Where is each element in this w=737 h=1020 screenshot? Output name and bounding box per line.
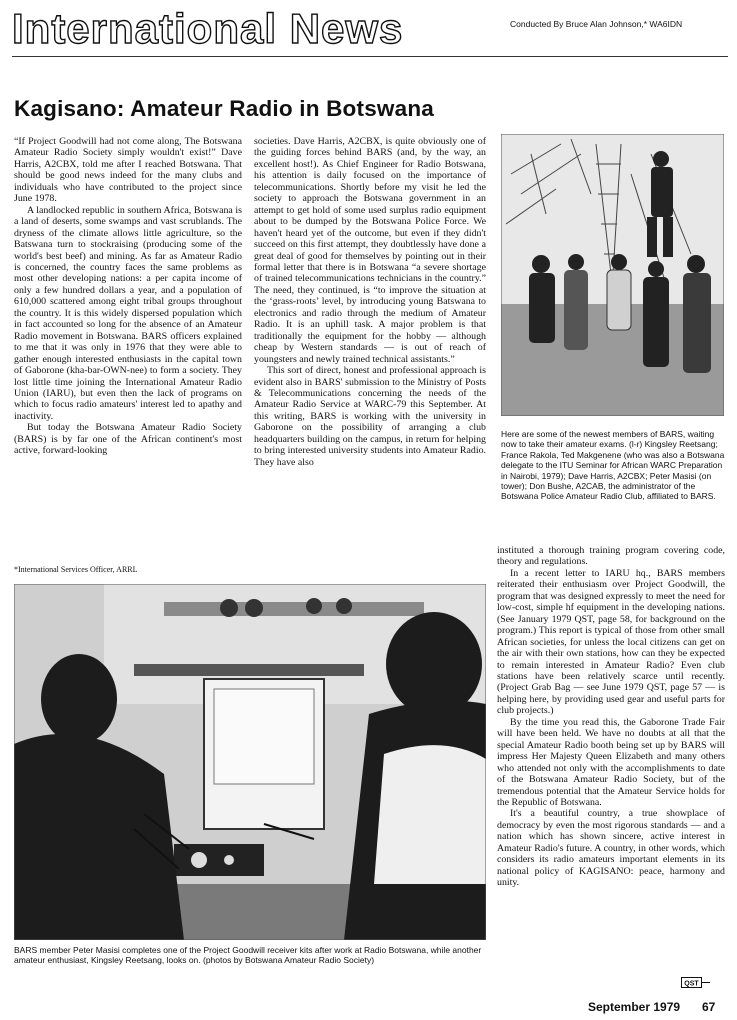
issue-date: September 1979 [588,1000,681,1014]
paragraph: By the time you read this, the Gaborone Trade Fair will have been held. We have no doubts at all that the special Amateur Radio booth being set up by BARS will impress Her Majesty Queen Elizabeth and many others who attended not only with the accomplishments to date of the Botswana Amateur Radio Society, but of the tremendous potential that the Amateur Service holds for the Republic of Botswana. [497,716,725,808]
paragraph: This sort of direct, honest and professional approach is evident also in BARS' submission to the Ministry of Posts & Telecommunications concerning the needs of the Amateur Radio Service at WARC-79 this September. At this writing, BARS is working with the university in Gaborone on the possibility of arranging a club headquarters building on the campus, in return for helping to bring interested university students into Amateur Radio. They have also [254,365,486,468]
paragraph: “If Project Goodwill had not come along, The Botswana Amateur Radio Society simply wouldn't exist!” Dave Harris, A2CBX, told me after I reached Botswana. That should be good news indeed for the many clubs and individuals who have contributed to the project since June 1978. [14,136,242,205]
group-photo [501,134,724,416]
article-headline: Kagisano: Amateur Radio in Botswana [14,96,434,121]
article-column-2 [254,136,486,468]
paragraph: societies. Dave Harris, A2CBX, is quite obviously one of the guiding forces behind BARS (and, by the way, an excellent host!). As Chief Engineer for Radio Botswana, his attention is daily focused on the importance of telecommunications. Shortly before my visit he led the society to approach the Botswana government in an attempt to get hold of some used surplus radio equipment about to be dumped by the Botswana Police Force. We haven't heard yet of the outcome, but even if they didn't succeed on this first attempt, they doubtlessly have done a great deal of good for themselves by pointing out in their formal letter that there is in Botswana “a severe shortage of trained telecommunications technicians in the country.” The need, they continued, is “to improve the situation at the ‘grass-roots’ level, by introducing young Batswana to electronics and radio through the medium of Amateur Radio. It is an uphill task. A major problem is that traditionally the equipment for the hobby — although cheap by Western standards — is out of reach of youngsters and newly trained technical assistants.” [254,136,486,365]
conducted-by: Conducted By Bruce Alan Johnson,* WA6IDN [510,19,683,29]
article-column-1 [14,136,242,457]
footnote: *International Services Officer, ARRL [14,565,138,574]
paragraph: In a recent letter to IARU hq., BARS members reiterated their enthusiasm over Project Goodwill, the program that was designed expressly to meet the need for low-cost, simple hf equipment in the developing nations. (See January 1979 QST, page 58, for background on the program.) This report is typical of those from other small African societies, for unless the local citizens can get on the air with their own stations, how can they be expected to remain interested in Amateur Radio? Even club stations have been relatively scarce until recently. (Project Grab Bag — see June 1979 QST, page 57 — is helping here, by providing used gear and useful parts for club projects.) [497,567,725,717]
paragraph: It's a beautiful country, a true showplace of democracy by even the most rigorous standards — and a nation which has shown sincere, active interest in Amateur Radio's future. A country, in other words, which considers its radio amateurs important elements in its national policy of KAGISANO: peace, harmony and unity. [497,808,725,889]
top-photo-caption: Here are some of the newest members of BARS, waiting now to take their amateur exams. (l-r) Kingsley Reetsang; France Rakola, Ted Makgenene (who was also a Botswana delegate to the ITU Seminar for African WARC Preparation in Nairobi, 1979); Dave Harris, A2CBX; Peter Masisi (on tower); Don Bushe, A2CAB, the administrator of the Botswana Police Amateur Radio Club, affiliated to BARS. [501,429,725,502]
workbench-photo [14,584,486,940]
qst-end-mark [681,977,711,988]
paragraph: instituted a thorough training program covering code, theory and regulations. [497,545,725,568]
section-title: International News [12,5,404,52]
article-column-3 [497,545,725,889]
page-number: 67 [702,1000,716,1014]
bottom-photo-caption: BARS member Peter Masisi completes one of the Project Goodwill receiver kits after work at Radio Botswana, while another amateur enthusiast, Kingsley Reetsang, looks on. (photos by Botswana Amateur Radio Society) [14,945,482,966]
paragraph: But today the Botswana Amateur Radio Society (BARS) is by far one of the African continent's most active, forward-looking [14,422,242,457]
header-rule [12,56,728,57]
paragraph: A landlocked republic in southern Africa, Botswana is a land of deserts, some swamps and vast scrublands. The dryness of the climate allows little agriculture, so the Batswana turn to stockraising (producing some of the world's best beef) and mining. As far as Amateur Radio is concerned, the country faces the same problems as most other developing nations: a per capita income of only a few hundred dollars a year, and a population of 610,000 scattered among eight tribal groups throughout the country. It is this widely dispersed population which in fact accounted so long for the absence of an Amateur Radio movement in Botswana. BARS officers explained to me that it was only in 1976 that they were able to gather enough interested enthusiasts in the capital town of Gaborone (kha-bar-OWN-nee) to form a society. They lost little time joining the International Amateur Radio Union (IARU), but even then the lack of programs on which to focus radio amateurs' interest led to apathy and inactivity. [14,204,242,422]
qst-mark-label: QST [684,980,699,988]
